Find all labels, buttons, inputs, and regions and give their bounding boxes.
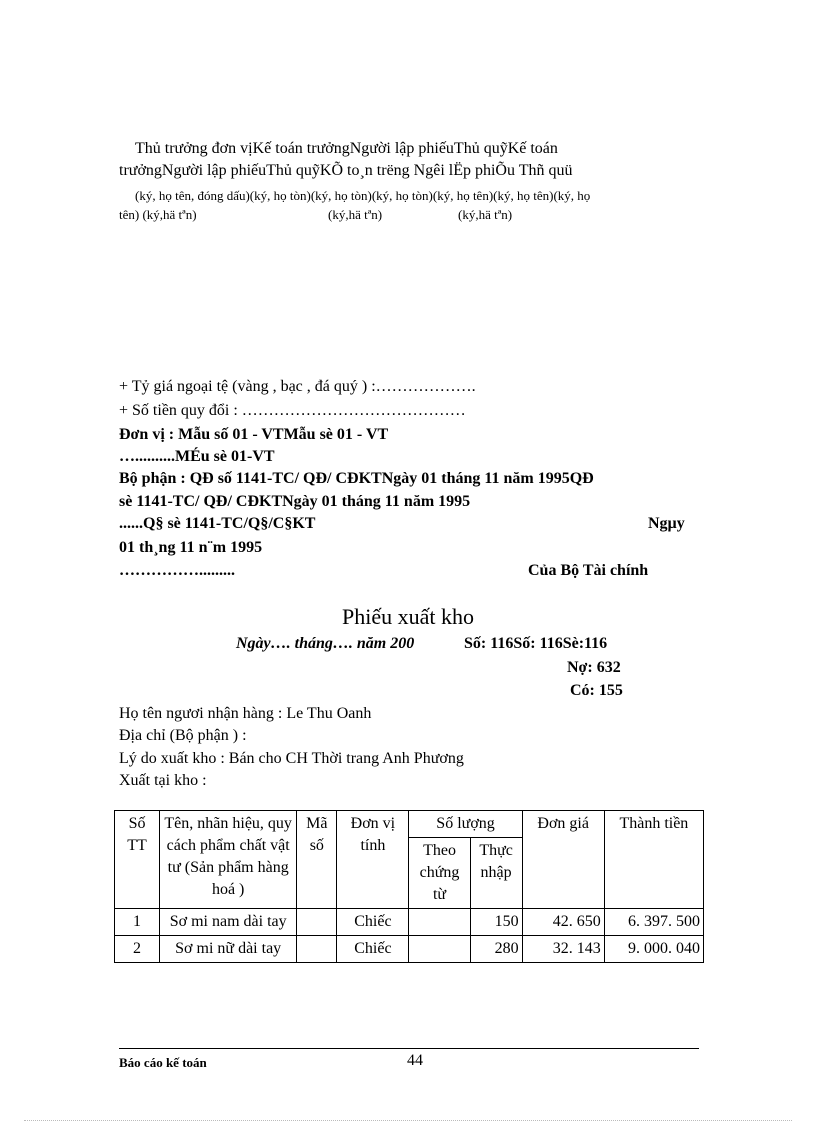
cell-price: 32. 143 xyxy=(522,936,604,963)
debit-account: Nợ: 632 xyxy=(567,659,621,676)
receiver-address: Địa chỉ (Bộ phận ) : xyxy=(119,727,247,744)
table-row xyxy=(115,936,704,963)
cell-total: 6. 397. 500 xyxy=(604,909,703,936)
page-number: 44 xyxy=(407,1052,423,1069)
footer-rule xyxy=(119,1048,699,1049)
header-code: Mã số xyxy=(297,811,337,909)
signature-note-a: tên) (ký,hä tªn) xyxy=(119,207,197,222)
signature-note-c: (ký,hä tªn) xyxy=(458,207,513,222)
dotted-leader: ……………......... xyxy=(119,562,235,579)
document-title: Phiếu xuất kho xyxy=(342,604,474,629)
signature-notes-line-1: (ký, họ tên, đóng dấu)(ký, họ tòn)(ký, họ tòn)(ký, họ tòn)(ký, họ tên)(ký, họ tên)(ký, họ xyxy=(135,188,591,203)
cell-qty-doc xyxy=(409,936,470,963)
header-quantity: Số lượng xyxy=(409,811,522,838)
decision-line: ......Q§ sè 1141-TC/Q§/C§KT xyxy=(119,515,316,532)
cell-stt: 2 xyxy=(115,936,160,963)
cell-name: Sơ mi nam dài tay xyxy=(160,909,297,936)
issue-reason: Lý do xuất kho : Bán cho CH Thời trang Anh Phương xyxy=(119,750,464,767)
cell-unit: Chiếc xyxy=(337,936,409,963)
credit-account: Có: 155 xyxy=(570,682,623,699)
table-header-row xyxy=(115,811,704,838)
page-bottom-divider xyxy=(24,1120,792,1121)
warehouse-line: Xuất tại kho : xyxy=(119,772,207,789)
cell-stt: 1 xyxy=(115,909,160,936)
department-line-1: Bộ phận : QĐ số 1141-TC/ QĐ/ CĐKTNgày 01 tháng 11 năm 1995QĐ xyxy=(119,470,594,487)
signature-titles-line-2: trưởngNgười lập phiếuThủ quỹKÕ to¸n trëng Ngêi lËp phiÕu Thñ quü xyxy=(119,162,573,179)
items-table xyxy=(114,810,704,963)
cell-code xyxy=(297,909,337,936)
header-stt: Số TT xyxy=(115,811,160,909)
cell-qty-doc xyxy=(409,909,470,936)
document-number: Số: 116Số: 116Sè:116 xyxy=(464,635,608,652)
converted-amount-line: + Số tiền quy đổi : …………………………………… xyxy=(119,402,466,419)
cell-price: 42. 650 xyxy=(522,909,604,936)
document-date: Ngày…. tháng…. năm 200 xyxy=(236,635,415,652)
cell-total: 9. 000. 040 xyxy=(604,936,703,963)
unit-line: Đơn vị : Mẫu số 01 - VTMẫu sè 01 - VT xyxy=(119,426,389,443)
header-price: Đơn giá xyxy=(522,811,604,909)
cell-name: Sơ mi nữ dài tay xyxy=(160,936,297,963)
cell-code xyxy=(297,936,337,963)
receiver-name: Họ tên ngươi nhận hàng : Le Thu Oanh xyxy=(119,705,372,722)
footer-label: Báo cáo kế toán xyxy=(119,1055,207,1070)
header-qty-actual: Thực nhập xyxy=(470,838,522,909)
ministry-label: Của Bộ Tài chính xyxy=(528,562,649,579)
header-name: Tên, nhãn hiệu, quy cách phẩm chất vật tư (Sản phẩm hàng hoá ) xyxy=(160,811,297,909)
signature-note-b: (ký,hä tªn) xyxy=(328,207,383,222)
cell-qty-actual: 150 xyxy=(470,909,522,936)
date-word: Ngµy xyxy=(648,515,685,532)
header-qty-doc: Theo chứng từ xyxy=(409,838,470,909)
header-unit: Đơn vị tính xyxy=(337,811,409,909)
form-number-line: …..........MÉu sè 01-VT xyxy=(119,448,275,465)
decision-date-line: 01 th¸ng 11 n¨m 1995 xyxy=(119,539,263,556)
table-row xyxy=(115,909,704,936)
exchange-rate-line: + Tỷ giá ngoại tệ (vàng , bạc , đá quý ) :………………. xyxy=(119,378,476,395)
cell-unit: Chiếc xyxy=(337,909,409,936)
cell-qty-actual: 280 xyxy=(470,936,522,963)
header-total: Thành tiền xyxy=(604,811,703,909)
signature-titles-line-1: Thủ trưởng đơn vịKế toán trưởngNgười lập phiếuThủ quỹKế toán xyxy=(135,140,558,157)
department-line-2: sè 1141-TC/ QĐ/ CĐKTNgày 01 tháng 11 năm 1995 xyxy=(119,493,471,510)
